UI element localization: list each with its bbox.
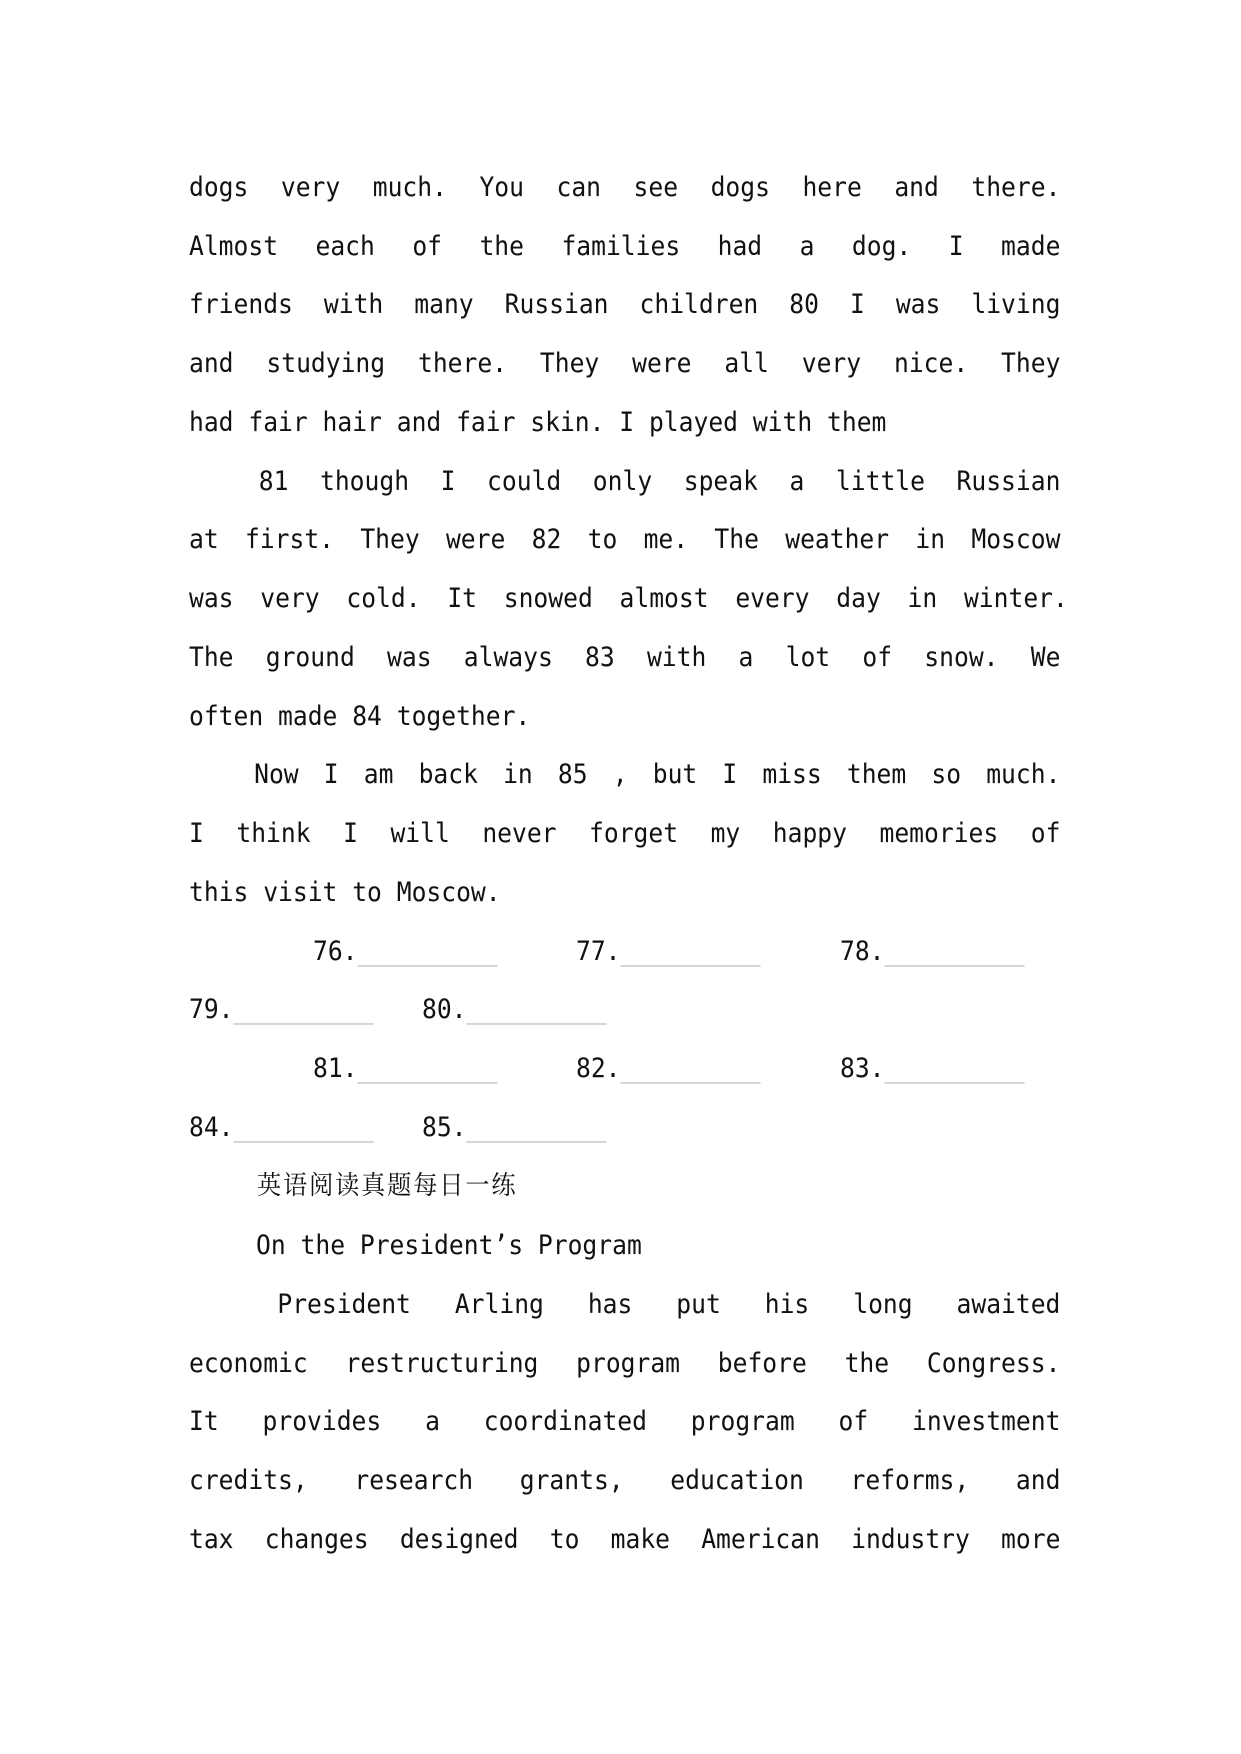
answer-row: [422, 990, 606, 1030]
answer-item-82[interactable]: 82.__________: [576, 1053, 760, 1084]
answer-blank[interactable]: __________: [620, 1053, 760, 1084]
answer-item-80[interactable]: 80.__________: [422, 994, 606, 1025]
answer-blank[interactable]: __________: [233, 994, 373, 1025]
answer-row: [840, 932, 1024, 972]
answer-row: [189, 1108, 373, 1148]
answer-row: [576, 1049, 760, 1089]
answer-row: [313, 1049, 497, 1089]
answer-item-84[interactable]: 84.__________: [189, 1112, 373, 1143]
answer-blank[interactable]: __________: [620, 936, 760, 967]
passage-line: dogs very much. You can see dogs here and there.: [189, 172, 1061, 203]
passage-line: tax changes designed to make American industry more: [189, 1524, 1061, 1555]
passage-line: Now I am back in 85 , but I miss them so much.: [254, 759, 1061, 790]
passage-line: President Arling has put his long awaited: [277, 1289, 1061, 1320]
answer-item-78[interactable]: 78.__________: [840, 936, 1024, 967]
answer-item-81[interactable]: 81.__________: [313, 1053, 497, 1084]
passage-line: The ground was always 83 with a lot of snow. We: [189, 642, 1061, 673]
passage-line: It provides a coordinated program of investment: [189, 1406, 1061, 1437]
answer-item-76[interactable]: 76.__________: [313, 936, 497, 967]
answer-blank[interactable]: __________: [884, 936, 1024, 967]
answer-blank[interactable]: __________: [466, 1112, 606, 1143]
passage-line: 81 though I could only speak a little Russian: [258, 466, 1061, 497]
passage-line: I think I will never forget my happy memories of: [189, 818, 1061, 849]
answer-row: [576, 932, 760, 972]
answer-item-79[interactable]: 79.__________: [189, 994, 373, 1025]
passage-line: was very cold. It snowed almost every day in winter.: [189, 583, 1068, 614]
passage-line: friends with many Russian children 80 I was living: [189, 289, 1061, 320]
passage-title: On the President’s Program: [256, 1230, 642, 1261]
section-heading: 英语阅读真题每日一练: [257, 1171, 518, 1201]
answer-blank[interactable]: __________: [466, 994, 606, 1025]
passage-line: Almost each of the families had a dog. I made: [189, 231, 1061, 262]
passage-line: at first. They were 82 to me. The weather in Moscow: [189, 524, 1061, 555]
answer-blank[interactable]: __________: [357, 1053, 497, 1084]
passage-line: economic restructuring program before the Congress.: [189, 1348, 1061, 1379]
answer-row: [840, 1049, 1024, 1089]
answer-row: [313, 932, 497, 972]
answer-item-77[interactable]: 77.__________: [576, 936, 760, 967]
answer-row: [189, 990, 373, 1030]
answer-row: [422, 1108, 606, 1148]
answer-blank[interactable]: __________: [233, 1112, 373, 1143]
answer-item-85[interactable]: 85.__________: [422, 1112, 606, 1143]
passage-line: often made 84 together.: [189, 701, 531, 732]
passage-line: and studying there. They were all very nice. They: [189, 348, 1061, 379]
passage-line: this visit to Moscow.: [189, 877, 501, 908]
passage-line: credits, research grants, education reforms, and: [189, 1465, 1061, 1496]
answer-blank[interactable]: __________: [357, 936, 497, 967]
passage-line: had fair hair and fair skin. I played with them: [189, 407, 887, 438]
answer-blank[interactable]: __________: [884, 1053, 1024, 1084]
answer-item-83[interactable]: 83.__________: [840, 1053, 1024, 1084]
